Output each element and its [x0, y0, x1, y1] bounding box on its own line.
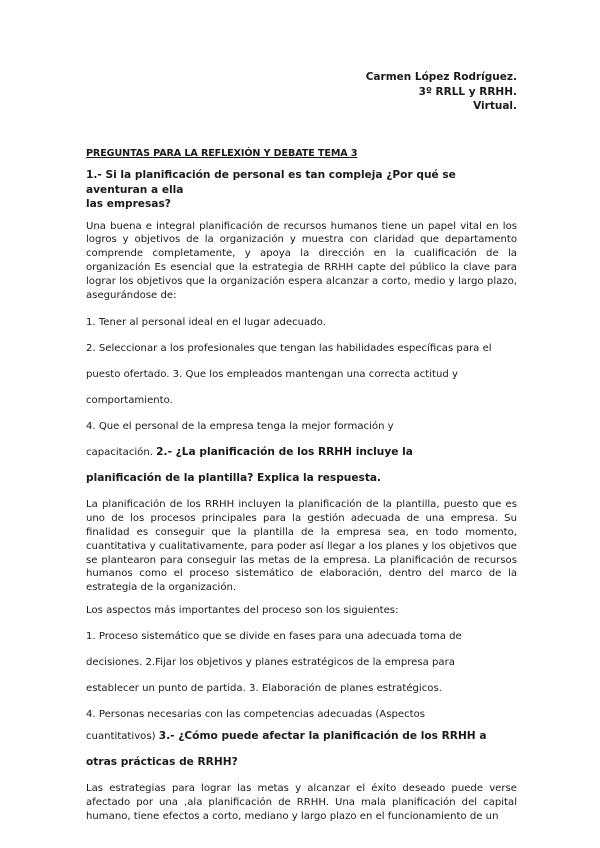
question-1-line1: 1.- Si la planificación de personal es tan compleja ¿Por qué se aventuran a ella: [86, 169, 456, 196]
section-title: PREGUNTAS PARA LA REFLEXIÓN Y DEBATE TEMA 3: [86, 148, 358, 159]
question-3-line2-wrap: [86, 756, 517, 769]
answer-1-item: 2. Seleccionar a los profesionales que tengan las habilidades específicas para el: [86, 342, 492, 354]
answer-2-item-tail: cuantitativos): [86, 731, 159, 743]
author-mode: Virtual.: [473, 100, 517, 112]
question-1: [86, 168, 517, 212]
answer-2-item: 1. Proceso sistemático que se divide en fases para una adecuada toma de: [86, 631, 462, 643]
answer-3-paragraph: Las estrategias para lograr las metas y alcanzar el éxito deseado puede verse afectado por una ,ala planificación de RRHH. Una mala planificación del capital humano, tiene efectos a corto, mediano y largo plazo en el funcionamiento de un: [86, 783, 517, 823]
question-2-line2-wrap: [86, 472, 517, 485]
answer-2-tail-with-question-3: [86, 730, 517, 743]
answer-1-item: 1. Tener al personal ideal en el lugar adecuado.: [86, 316, 326, 328]
document-body: [86, 148, 517, 824]
answer-1-item-tail: capacitación.: [86, 446, 157, 458]
question-2-line2: planificación de la plantilla? Explica la respuesta.: [86, 471, 382, 484]
question-1-line2: las empresas?: [86, 198, 171, 210]
answer-1-tail-with-question-2: [86, 446, 517, 459]
author-block: [366, 70, 517, 114]
question-3-line1: 3.- ¿Cómo puede afectar la planificación de los RRHH a: [158, 730, 487, 743]
answer-2-item: establecer un punto de partida. 3. Elaboración de planes estratégicos.: [86, 683, 442, 695]
answer-2-aspects-intro: Los aspectos más importantes del proceso son los siguientes:: [86, 605, 399, 617]
answer-1-item: puesto ofertado. 3. Que los empleados mantengan una correcta actitud y: [86, 368, 458, 380]
question-3-line2: otras prácticas de RRHH?: [86, 756, 238, 769]
answer-2-item: 4. Personas necesarias con las competencias adecuadas (Aspectos: [86, 709, 426, 721]
question-2-line1: 2.- ¿La planificación de los RRHH incluye la: [156, 445, 413, 458]
author-name: Carmen López Rodríguez.: [365, 71, 517, 83]
answer-1-item: 4. Que el personal de la empresa tenga la mejor formación y: [86, 420, 394, 432]
answer-1-item: comportamiento.: [86, 394, 173, 406]
answer-1-paragraph: Una buena e integral planificación de recursos humanos tiene un papel vital en los logros y objetivos de la organización y muestra con claridad que departamento comprende completamente, y apoya la dirección en la cualificación de la organización Es esencial que la estrategia de RRHH capte del público la clave para lograr los objetivos que la organización espera alcanzar a corto, medio y largo plazo, asegurándose de:: [86, 220, 517, 302]
answer-2-paragraph: La planificación de los RRHH incluyen la planificación de la plantilla, puesto que es uno de los procesos principales para la gestión adecuada de una empresa. Su finalidad es conseguir que la plantilla de la empresa sea, en todo momento, cuantitativa y cualitativamente, para poder así llegar a los planes y los objetivos que se plantearon para conseguir las metas de la empresa. La planificación de recursos humanos como el proceso sistemático de elaboración, dentro del marco de la estrategia de la organización.: [86, 498, 517, 594]
author-course: 3º RRLL y RRHH.: [418, 85, 517, 98]
answer-2-item: decisiones. 2.Fijar los objetivos y planes estratégicos de la empresa para: [86, 657, 455, 669]
